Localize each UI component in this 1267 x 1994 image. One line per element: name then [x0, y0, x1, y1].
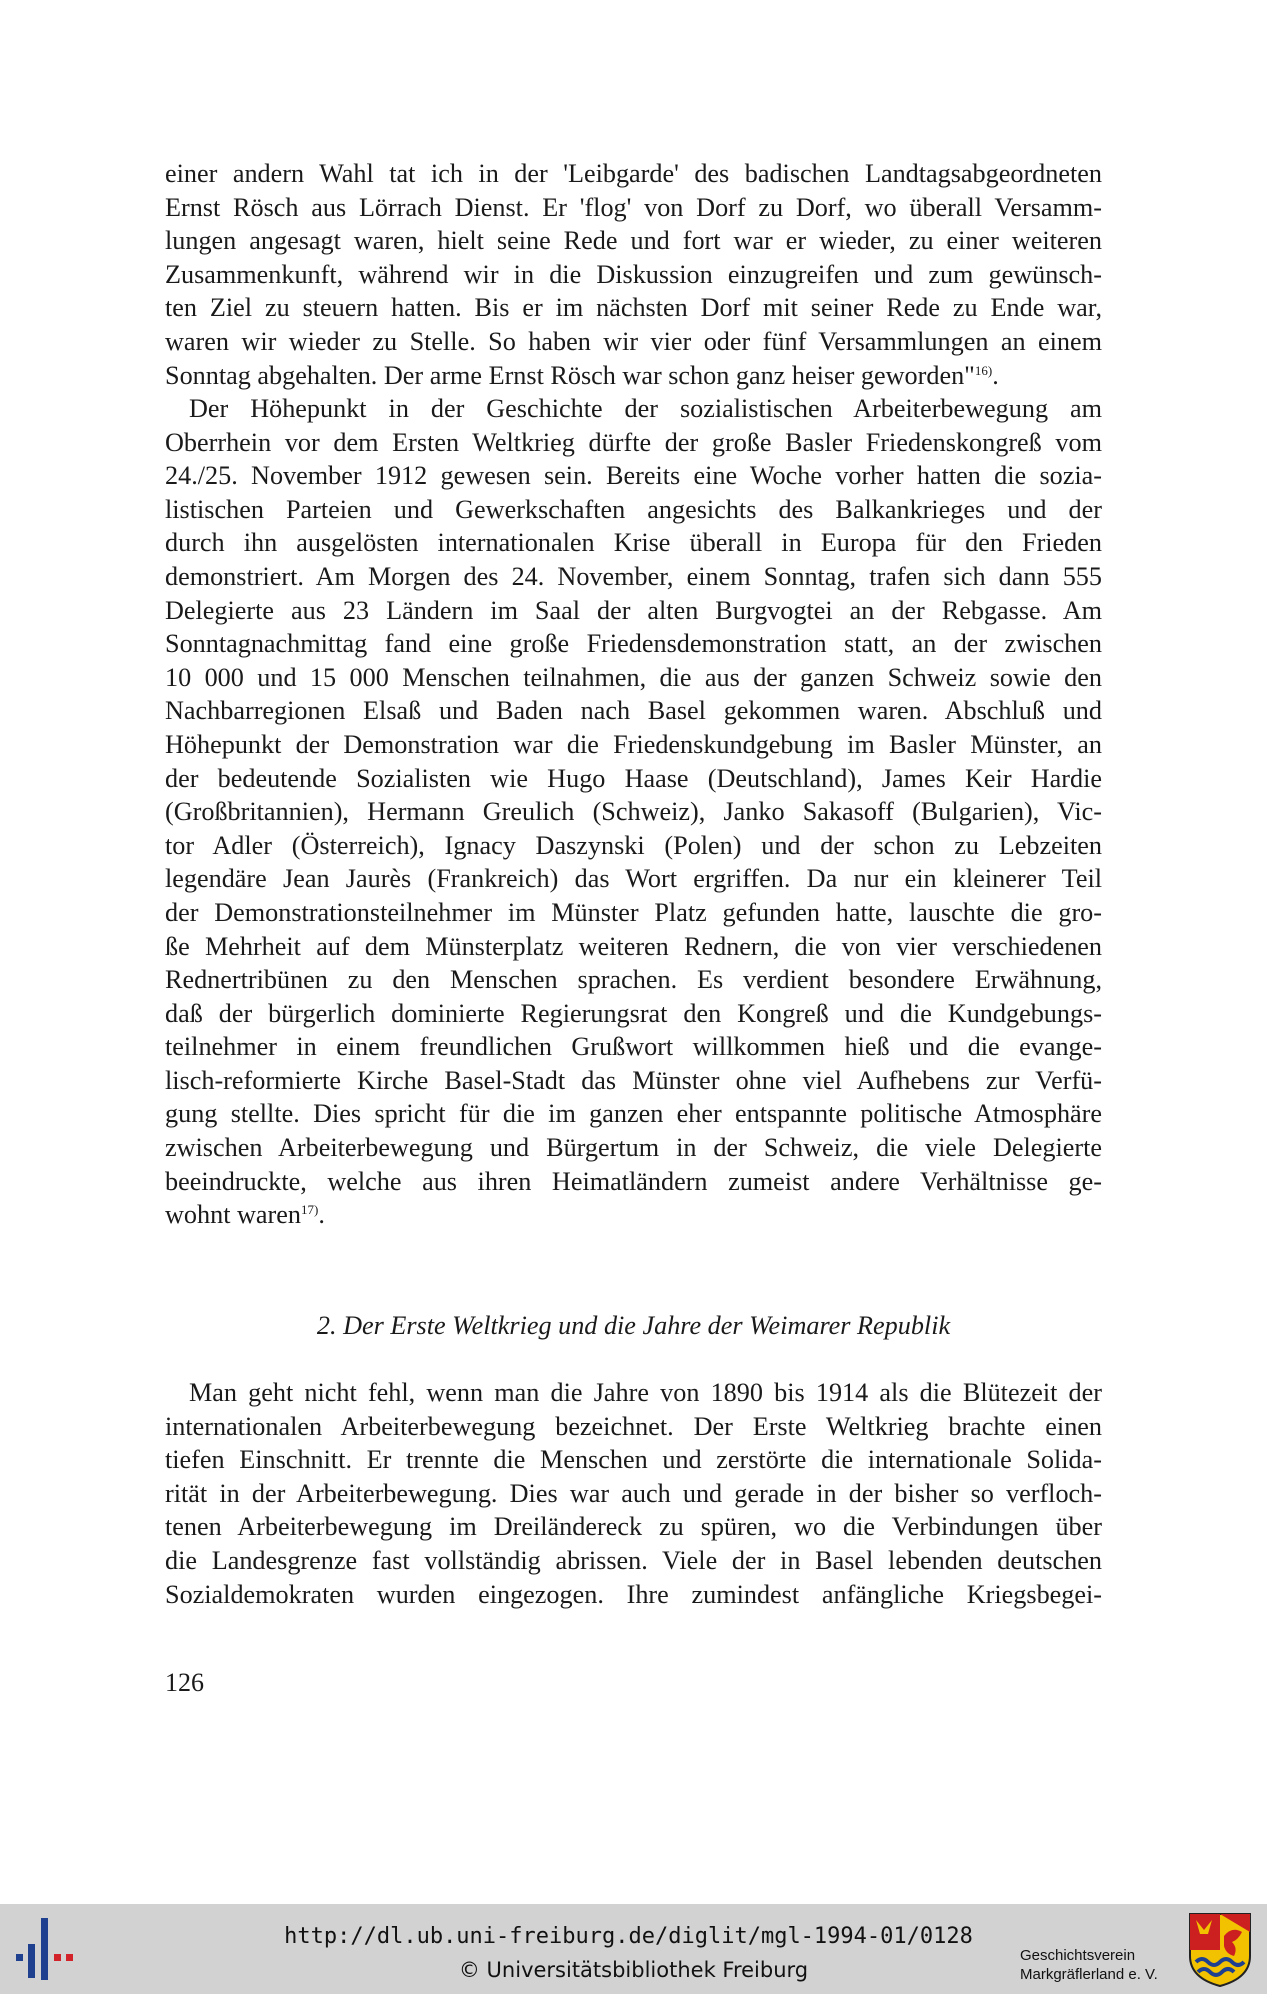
text-line: 10 000 und 15 000 Menschen teilnahmen, die aus der ganzen Schweiz sowie den: [165, 662, 1102, 692]
text-line: Rednertribünen zu den Menschen sprachen. Es verdient besondere Erwähnung,: [165, 965, 1102, 995]
society-name: [1020, 1946, 1182, 1984]
text-line: legendäre Jean Jaurès (Frankreich) das Wort ergriffen. Da nur ein kleinerer Teil: [165, 864, 1102, 894]
text-line: Sozialdemokraten wurden eingezogen. Ihre zumindest anfängliche Kriegsbegei-: [165, 1579, 1102, 1609]
text-line: Delegierte aus 23 Ländern im Saal der alten Burgvogtei an der Rebgasse. Am: [165, 595, 1102, 625]
paragraph-2: [165, 392, 1102, 1232]
footer-bar: [0, 1904, 1267, 1994]
text-line: ten Ziel zu steuern hatten. Bis er im nächsten Dorf mit seiner Rede zu Ende war,: [165, 293, 1102, 323]
text-line: lungen angesagt waren, hielt seine Rede und fort war er wieder, zu einer weiteren: [165, 226, 1102, 256]
section-heading: 2. Der Erste Weltkrieg und die Jahre der Weimarer Republik: [316, 1311, 951, 1340]
text-line: tor Adler (Österreich), Ignacy Daszynski (Polen) und der schon zu Lebzeiten: [165, 830, 1102, 860]
text-fragment: .: [992, 360, 999, 390]
text-line: waren wir wieder zu Stelle. So haben wir vier oder fünf Versammlungen an einem: [165, 326, 1102, 356]
text-line: ße Mehrheit auf dem Münsterplatz weiteren Rednern, die von vier verschiedenen: [165, 931, 1102, 961]
text-line: tenen Arbeiterbewegung im Dreiländereck zu spüren, wo die Verbindungen über: [165, 1512, 1102, 1542]
text-line: Ernst Rösch aus Lörrach Dienst. Er 'flog' von Dorf zu Dorf, wo überall Versamm-: [165, 192, 1102, 222]
text-line: teilnehmer in einem freundlichen Grußwort willkommen hieß und die evange-: [165, 1032, 1102, 1062]
coat-of-arms-icon: [1188, 1912, 1252, 1988]
text-fragment: wohnt waren: [165, 1200, 301, 1230]
text-line: die Landesgrenze fast vollständig abrissen. Viele der in Basel lebenden deutschen: [165, 1545, 1102, 1575]
text-line: Man geht nicht fehl, wenn man die Jahre von 1890 bis 1914 als die Blütezeit der: [189, 1378, 1102, 1407]
text-line: [165, 359, 1102, 393]
text-line: tiefen Einschnitt. Er trennte die Menschen und zerstörte die internationale Solida-: [165, 1445, 1102, 1475]
text-line: Sonntagnachmittag fand eine große Friedensdemonstration statt, an der zwischen: [165, 629, 1102, 659]
society-name-line-2: Markgräflerland e. V.: [1020, 1966, 1158, 1983]
text-fragment: Sonntag abgehalten. Der arme Ernst Rösch war schon ganz heiser geworden": [165, 360, 975, 390]
text-line: Höhepunkt der Demonstration war die Friedenskundgebung im Basler Münster, an: [165, 729, 1102, 759]
footnote-reference: 17): [301, 1202, 319, 1218]
text-line: durch ihn ausgelösten internationalen Krise überall in Europa für den Frieden: [165, 528, 1102, 558]
text-line: 24./25. November 1912 gewesen sein. Bereits eine Woche vorher hatten die sozia-: [165, 461, 1102, 491]
text-line: (Großbritannien), Hermann Greulich (Schweiz), Janko Sakasoff (Bulgarien), Vic-: [165, 797, 1102, 827]
text-line: Zusammenkunft, während wir in die Diskussion einzugreifen und zum gewünsch-: [165, 259, 1102, 289]
text-line: lisch-reformierte Kirche Basel-Stadt das Münster ohne viel Aufhebens zur Verfü-: [165, 1065, 1102, 1095]
text-line: Nachbarregionen Elsaß und Baden nach Basel gekommen waren. Abschluß und: [165, 696, 1102, 726]
text-line: zwischen Arbeiterbewegung und Bürgertum in der Schweiz, die viele Delegierte: [165, 1133, 1102, 1163]
paragraph-3: [165, 1376, 1102, 1611]
footnote-reference: 16): [974, 362, 993, 378]
footer-url-link[interactable]: http://dl.ub.uni-freiburg.de/diglit/mgl-1994-01/0128: [284, 1924, 973, 1949]
text-line: Oberrhein vor dem Ersten Weltkrieg dürfte der große Basler Friedenskongreß vom: [165, 427, 1102, 457]
text-line: beeindruckte, welche aus ihren Heimatländern zumeist andere Verhältnisse ge-: [165, 1166, 1102, 1196]
text-line: der Demonstrationsteilnehmer im Münster Platz gefunden hatte, lauschte die gro-: [165, 897, 1102, 927]
text-line: daß der bürgerlich dominierte Regierungsrat den Kongreß und die Kundgebungs-: [165, 998, 1102, 1028]
text-line: gung stellte. Dies spricht für die im ganzen eher entspannte politische Atmosphäre: [165, 1099, 1102, 1129]
text-line: [165, 1198, 1102, 1232]
page-number: 126: [165, 1668, 204, 1697]
text-line: der bedeutende Sozialisten wie Hugo Haase (Deutschland), James Keir Hardie: [165, 763, 1102, 793]
text-line: demonstriert. Am Morgen des 24. November, einem Sonntag, trafen sich dann 555: [165, 561, 1102, 591]
text-line: Der Höhepunkt in der Geschichte der sozialistischen Arbeiterbewegung am: [189, 394, 1102, 423]
footer-copyright: © Universitätsbibliothek Freiburg: [458, 1958, 809, 1982]
text-line: einer andern Wahl tat ich in der 'Leibgarde' des badischen Landtagsabgeordneten: [165, 159, 1102, 188]
text-line: listischen Parteien und Gewerkschaften angesichts des Balkankrieges und der: [165, 494, 1102, 524]
society-name-line-1: Geschichtsverein: [1020, 1947, 1136, 1964]
paragraph-1: [165, 157, 1102, 392]
text-line: internationalen Arbeiterbewegung bezeichnet. Der Erste Weltkrieg brachte einen: [165, 1411, 1102, 1441]
text-line: rität in der Arbeiterbewegung. Dies war auch und gerade in der bisher so verfloch-: [165, 1478, 1102, 1508]
text-fragment: .: [318, 1200, 325, 1230]
